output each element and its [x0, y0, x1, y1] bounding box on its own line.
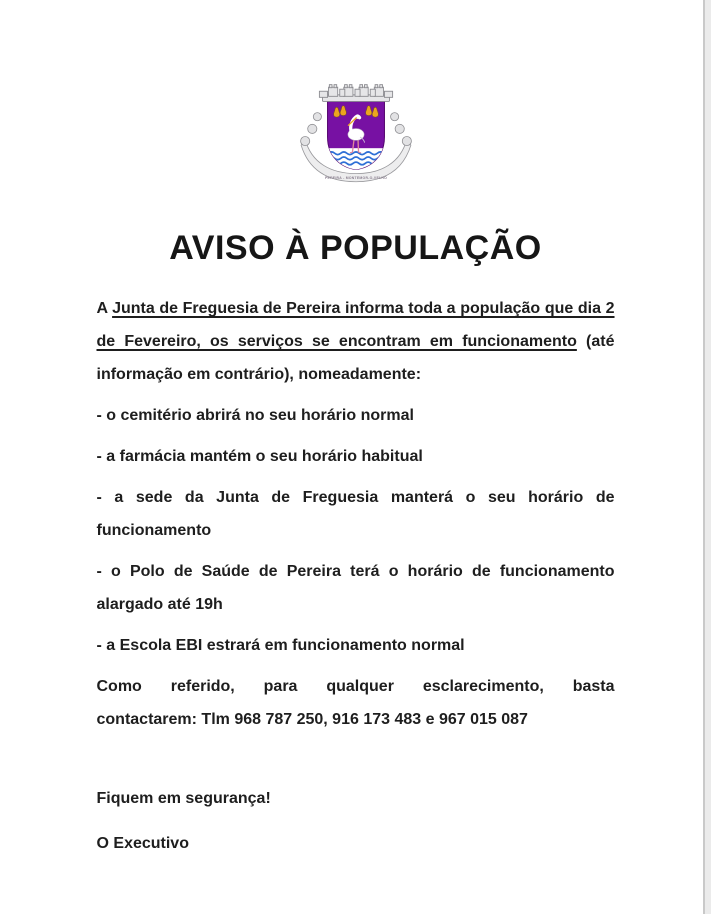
- list-item-health-center: - o Polo de Saúde de Pereira terá o horário de funcionamento alargado até 19h: [96, 563, 615, 613]
- notice-body: [97, 292, 615, 860]
- shield: [325, 100, 386, 170]
- closing-line: Fiquem em segurança!: [96, 790, 271, 807]
- list-item-parish-office: - a sede da Junta de Freguesia manterá o seu horário de funcionamento: [96, 489, 615, 539]
- crest-banner-text: PEREIRA - MONTEMOR-O-VELHO: [324, 176, 387, 181]
- list-item-pharmacy: - a farmácia mantém o seu horário habitual: [96, 448, 423, 465]
- coat-of-arms: [295, 84, 417, 190]
- coat-of-arms-graphic: [295, 84, 417, 190]
- intro-paragraph: [97, 292, 615, 391]
- signature-line: O Executivo: [96, 835, 189, 852]
- list-item-cemetery: - o cemitério abrirá no seu horário normal: [96, 407, 414, 424]
- intro-underlined-text: Junta de Freguesia de Pereira informa toda a população que dia 2 de Fevereiro, os serviços se encontram em funcionamento: [96, 300, 615, 350]
- contact-paragraph: [97, 670, 615, 736]
- page-title: AVISO À POPULAÇÃO: [169, 229, 542, 267]
- list-item-school: - a Escola EBI estrará em funcionamento normal: [96, 637, 465, 654]
- vertical-scrollbar[interactable]: [703, 0, 711, 914]
- contact-line-1: Como referido, para qualquer esclarecimento, basta: [96, 678, 615, 695]
- mural-crown: [319, 85, 392, 102]
- intro-prefix: A: [96, 300, 113, 317]
- intro-suffix: (até informação em contrário), nomeadamente:: [96, 333, 615, 383]
- contact-line-2: contactarem: Tlm 968 787 250, 916 173 483 e 967 015 087: [96, 711, 528, 728]
